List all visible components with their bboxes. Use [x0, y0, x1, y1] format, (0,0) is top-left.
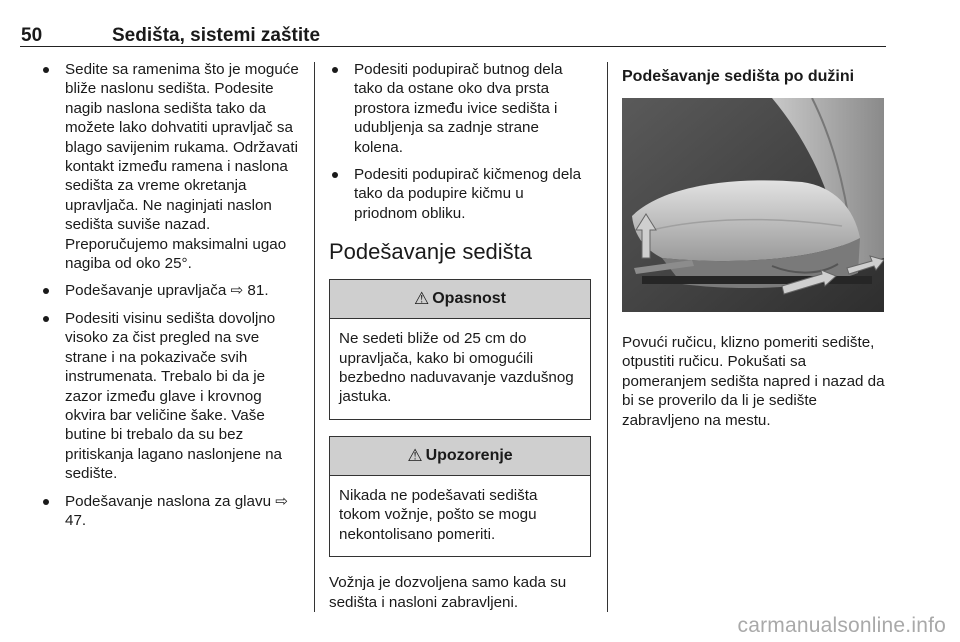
danger-box-header	[330, 280, 590, 319]
column-right	[622, 60, 888, 430]
column-left	[40, 60, 302, 538]
seat-illustration	[622, 98, 884, 312]
body-paragraph: Povući ručicu, klizno pomeriti sedište, otpustiti ručicu. Pokušati sa pomeranjem sedišta napred i nazad da bi se proverilo da li je sedište zabravljeno na mestu.	[622, 334, 885, 429]
warning-text: Nikada ne podešavati sedišta tokom vožnje, pošto se mogu nekontolisano pomeriti.	[339, 486, 538, 543]
bullet-list	[329, 60, 591, 223]
danger-text: Ne sedeti bliže od 25 cm do upravljača, kako bi omogućili bezbedno naduvavanje vazdušnog jastuka.	[339, 330, 574, 406]
watermark-brand: carmanualsonline.info	[737, 614, 946, 637]
warning-title: Upozorenje	[425, 446, 513, 464]
list-item: Sedite sa ramenima što je moguće bliže naslonu sedišta. Podesite nagib naslona sedišta tako da možete lako dohvatiti upravljač sa blago savijenim rukama. Održavati kontakt između ramena i naslona sedišta za vreme okretanja upravljača. Ne naginjati naslon sedišta suviše nazad. Preporučujemo maksimalni ugao nagiba od oko 25°.	[40, 60, 302, 273]
column-divider	[314, 62, 315, 612]
warning-box-header	[330, 437, 590, 476]
list-item: Podesiti podupirač kičmenog dela tako da podupire kičmu u priodnom obliku.	[329, 165, 591, 223]
warning-triangle-icon: ⚠	[407, 445, 423, 465]
list-item: Podesiti visinu sedišta dovoljno visoko za čist pregled na sve strane i na pokazivače svih instrumenata. Trebalo bi da je zazor između glave i krovnog okvira bar veličine šake. Vaše butine bi trebalo da su bez pritiskanja lagano naslonjene na sedište.	[40, 309, 302, 484]
warning-triangle-icon: ⚠	[413, 289, 430, 309]
chapter-title: Sedišta, sistemi zaštite	[112, 25, 321, 46]
body-paragraph: Vožnja je dozvoljena samo kada su sedišta i nasloni zabravljeni.	[329, 574, 567, 611]
column-divider	[607, 62, 608, 612]
warning-box	[329, 436, 591, 557]
list-item: Podesiti podupirač butnog dela tako da ostane oko dva prsta prostora između ivice sedišta i udubljenja sa zadnje strane kolena.	[329, 60, 591, 157]
danger-box	[329, 279, 591, 420]
danger-title: Opasnost	[432, 290, 507, 308]
bullet-list	[40, 60, 302, 530]
list-item: Podešavanje naslona za glavu ⇨ 47.	[40, 492, 302, 531]
column-middle	[329, 60, 591, 612]
list-item: Podešavanje upravljača ⇨ 81.	[40, 281, 302, 300]
page-number: 50	[21, 25, 43, 46]
subsection-heading: Podešavanje sedišta po dužini	[622, 68, 855, 85]
section-heading: Podešavanje sedišta	[329, 239, 533, 265]
